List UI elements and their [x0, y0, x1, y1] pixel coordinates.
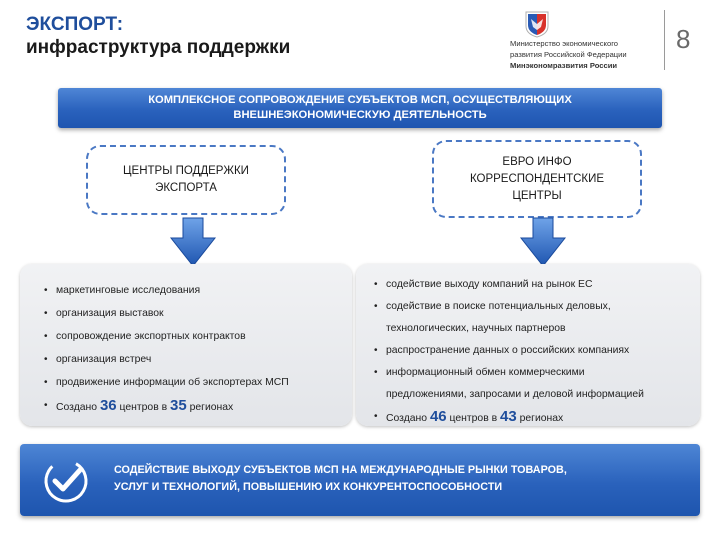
- ministry-name: [510, 38, 660, 71]
- right-box-line-2: КОРРЕСПОНДЕНТСКИЕ: [469, 172, 605, 185]
- list-item: • распространение данных о российских компаниях: [364, 340, 698, 362]
- list-item: [364, 362, 698, 406]
- top-banner-line-1: КОМПЛЕКСНОЕ СОПРОВОЖДЕНИЕ СУБЪЕКТОВ МСП, ОСУЩЕСТВЛЯЮЩИХ: [148, 94, 572, 106]
- bottom-banner: [20, 444, 700, 516]
- summary-prefix: Создано: [56, 402, 98, 413]
- list-item: [364, 296, 698, 340]
- top-banner-line-2: ВНЕШНЕЭКОНОМИЧЕСКУЮ ДЕЯТЕЛЬНОСТЬ: [233, 109, 487, 121]
- right-services-list: [364, 274, 698, 430]
- left-box-line-1: ЦЕНТРЫ ПОДДЕРЖКИ: [123, 165, 249, 177]
- summary-prefix: Создано: [386, 413, 428, 424]
- left-services-list: [34, 284, 350, 424]
- list-item: • маркетинговые исследования: [34, 284, 350, 297]
- summary-suffix: регионах: [189, 402, 234, 413]
- regions-count: 35: [170, 397, 187, 414]
- left-summary: [34, 399, 350, 414]
- page-title: [26, 14, 290, 60]
- ministry-line-3: Минэкономразвития России: [510, 61, 618, 70]
- list-item: • содействие выходу компаний на рынок ЕС: [364, 274, 698, 296]
- list-item-line: технологических, научных партнеров: [386, 323, 566, 334]
- centers-count: 46: [429, 408, 447, 425]
- bottom-banner-line-2: УСЛУГ И ТЕХНОЛОГИЙ, ПОВЫШЕНИЮ ИХ КОНКУРЕНТОСПОСОБНОСТИ: [114, 481, 503, 493]
- summary-mid: центров в: [119, 402, 168, 413]
- eagle-emblem-icon: [524, 10, 550, 38]
- euro-info-centers-box: [432, 140, 642, 218]
- summary-mid: центров в: [449, 413, 498, 424]
- list-item: • сопровождение экспортных контрактов: [34, 330, 350, 343]
- ministry-line-2: развития Российской Федерации: [510, 50, 627, 59]
- list-item-line: • содействие в поиске потенциальных деловых,: [386, 301, 611, 312]
- title-line-2: инфраструктура поддержки: [26, 37, 291, 58]
- list-item-line: предложениями, запросами и деловой информацией: [386, 389, 644, 400]
- right-box-line-1: ЕВРО ИНФО: [502, 155, 572, 168]
- top-banner: [58, 88, 662, 128]
- page-number: 8: [676, 24, 691, 54]
- bottom-banner-line-1: СОДЕЙСТВИЕ ВЫХОДУ СУБЪЕКТОВ МСП НА МЕЖДУНАРОДНЫЕ РЫНКИ ТОВАРОВ,: [114, 464, 567, 476]
- ministry-line-1: Министерство экономического: [510, 39, 619, 48]
- list-item: • продвижение информации об экспортерах МСП: [34, 376, 350, 389]
- list-item: • организация выставок: [34, 307, 350, 320]
- right-summary: [364, 406, 698, 430]
- regions-count: 43: [500, 408, 517, 425]
- right-services-panel: [356, 264, 700, 426]
- header-divider: [664, 10, 665, 70]
- export-support-centers-box: [86, 145, 286, 215]
- list-item: • организация встреч: [34, 353, 350, 366]
- right-box-line-3: ЦЕНТРЫ: [512, 189, 562, 202]
- list-item-line: • информационный обмен коммерческими: [386, 367, 585, 378]
- arrow-down-icon: [518, 216, 568, 268]
- checkmark-icon: [42, 457, 90, 505]
- left-box-line-2: ЭКСПОРТА: [155, 182, 217, 194]
- bottom-banner-text: [114, 462, 684, 496]
- centers-count: 36: [99, 397, 117, 414]
- left-services-panel: [20, 264, 352, 426]
- title-line-1: ЭКСПОРТ:: [26, 14, 124, 35]
- summary-suffix: регионах: [519, 413, 564, 424]
- arrow-down-icon: [168, 216, 218, 268]
